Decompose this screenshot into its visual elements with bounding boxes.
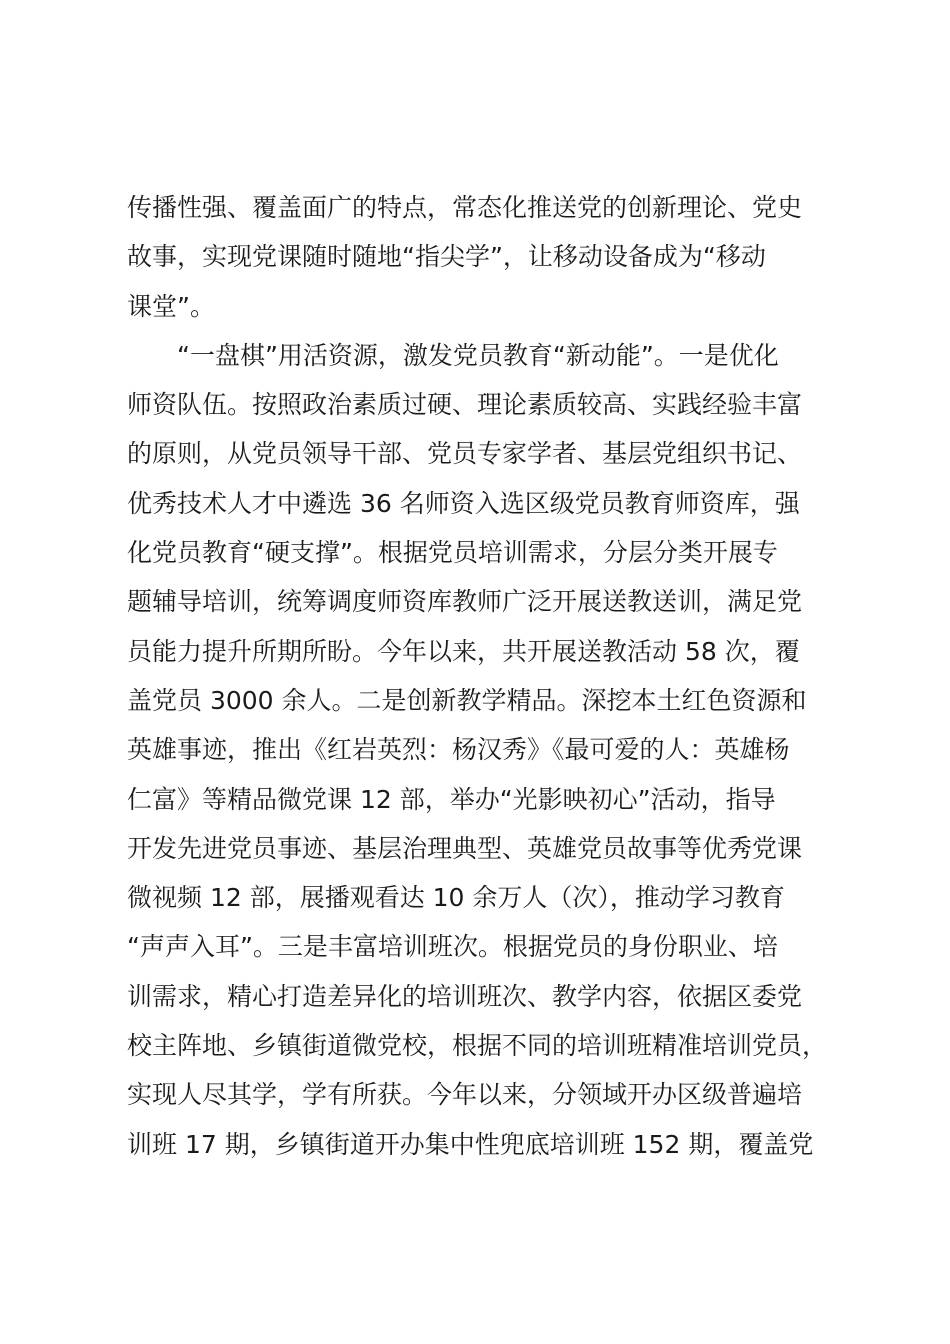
body-text <box>127 183 847 1169</box>
text-line: 校主阵地、乡镇街道微党校，根据不同的培训班精准培训党员， <box>127 1031 828 1061</box>
text-line: 微视频 12 部，展播观看达 10 余万人（次），推动学习教育 <box>127 883 785 913</box>
text-line: 化党员教育“硬支撑”。根据党员培训需求，分层分类开展专 <box>127 538 778 568</box>
text-line: 课堂”。 <box>127 291 215 321</box>
text-line: 英雄事迹，推出《红岩英烈：杨汉秀》《最可爱的人：英雄杨 <box>127 735 790 765</box>
text-line: 传播性强、覆盖面广的特点，常态化推送党的创新理论、党史 <box>127 193 803 222</box>
text-line: 员能力提升所期所盼。今年以来，共开展送教活动 58 次，覆 <box>127 636 800 666</box>
text-line: 训班 17 期，乡镇街道开办集中性兜底培训班 152 期，覆盖党 <box>127 1129 814 1159</box>
text-line: 开发先进党员事迹、基层治理典型、英雄党员故事等优秀党课 <box>127 833 803 863</box>
text-line: 盖党员 3000 余人。二是创新教学精品。深挖本土红色资源和 <box>127 685 807 715</box>
text-line: 师资队伍。按照政治素质过硬、理论素质较高、实践经验丰富 <box>127 390 803 420</box>
text-line: 实现人尽其学，学有所获。今年以来，分领域开办区级普遍培 <box>127 1080 803 1110</box>
text-line: “声声入耳”。三是丰富培训班次。根据党员的身份职业、培 <box>127 932 778 962</box>
paragraph-start-line: “一盘棋”用活资源，激发党员教育“新动能”。一是优化 <box>177 340 779 370</box>
text-line: 题辅导培训，统筹调度师资库教师广泛开展送教送训，满足党 <box>127 587 803 617</box>
text-line: 训需求，精心打造差异化的培训班次、教学内容，依据区委党 <box>127 981 803 1011</box>
text-line: 仁富》等精品微党课 12 部，举办“光影映初心”活动，指导 <box>127 784 776 814</box>
text-line: 的原则，从党员领导干部、党员专家学者、基层党组织书记、 <box>127 439 803 469</box>
text-line: 故事，实现党课随时随地“指尖学”，让移动设备成为“移动 <box>127 242 766 272</box>
text-line: 优秀技术人才中遴选 36 名师资入选区级党员教育师资库，强 <box>127 488 800 518</box>
